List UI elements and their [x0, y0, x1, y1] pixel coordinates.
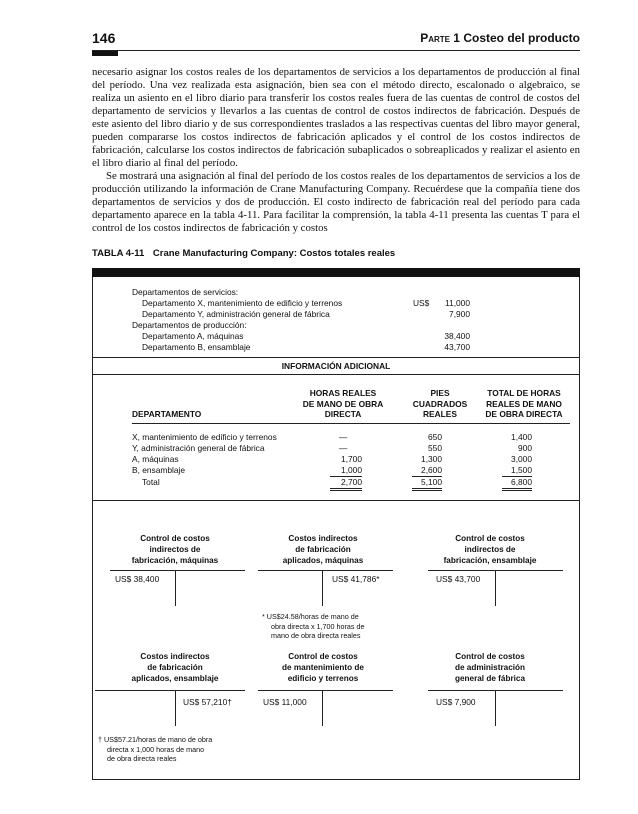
info-row-dept: A, máquinas: [132, 454, 179, 464]
t-account-stem: [175, 570, 176, 606]
t-account-title: Control de costos indirectos de fabricación, máquinas: [131, 534, 219, 565]
info-row-hours: —: [338, 432, 348, 442]
t-account-credit: US$ 57,210†: [183, 697, 232, 707]
t-account-top: [258, 690, 393, 691]
t-account-top: [95, 690, 245, 691]
total-sqft: 5,100: [412, 477, 442, 491]
cost-row-value: 7,900: [449, 309, 470, 319]
t-account-stem: [495, 690, 496, 726]
info-row-total: 1,500: [502, 465, 532, 477]
chapter-title: Costeo del producto: [463, 31, 580, 45]
header-rule-tab: [92, 51, 118, 56]
page-number: 146: [92, 30, 116, 46]
body-text: [92, 66, 580, 235]
info-row-dept: B, ensamblaje: [132, 465, 186, 475]
col-header-sqft: PIES CUADRADOS REALES: [412, 388, 468, 419]
info-row-sqft: 1,300: [421, 454, 442, 464]
info-heading: INFORMACIÓN ADICIONAL: [281, 361, 391, 371]
running-header: [420, 31, 580, 45]
t-account-stem: [322, 690, 323, 726]
header-underline: [132, 423, 570, 424]
info-row-sqft: 550: [428, 443, 442, 453]
table-title: [92, 248, 395, 259]
currency-label: US$: [413, 298, 430, 308]
table-top-band: [92, 268, 580, 277]
cost-row-label: Departamento X, mantenimiento de edificio y terrenos: [142, 298, 343, 308]
t-account-debit: US$ 11,000: [263, 697, 307, 707]
cost-row-label: Departamento B, ensamblaje: [142, 342, 251, 352]
paragraph-1: necesario asignar los costos reales de los departamentos de servicios a los departamentos de producción al final del período. Una vez realizada esta asignación, bien sea con el método directo, escalonado o algebraico, se realiza un asiento en el libro diario para transferir los costos reales fuera de las cuentas de control de costos del departamento de servicios y llevarlos a las cuentas de control de costos indirectos de fabricación. Después de este asiento del libro diario y de sus correspondientes traslados a las respectivas cuentas del libro mayor general, pueden compararse los costos indirectos de fabricación aplicados y el control de los costos indirectos de fabricación, calcularse los costos indirectos de fabricación subaplicados o sobreaplicados y realizar el asiento en el libro diario al final del período.: [92, 66, 580, 169]
cost-row-value: 38,400: [444, 331, 470, 341]
cost-row-value: 43,700: [444, 342, 470, 352]
total-hours-all: 6,800: [502, 477, 532, 491]
info-row-total: 900: [518, 443, 532, 453]
info-row-sqft: 2,600: [412, 465, 442, 477]
t-account-title: Control de costos de mantenimiento de edificio y terrenos: [282, 652, 364, 683]
footnote-dagger: † US$57.21/horas de mano de obra directa x 1,000 horas de mano de obra directa reales: [98, 735, 213, 763]
col-header-total: TOTAL DE HORAS REALES DE MANO DE OBRA DIRECTA: [485, 388, 563, 419]
footnote-star: * US$24.58/horas de mano de obra directa x 1,700 horas de mano de obra directa reales: [262, 612, 365, 640]
section-rule: [92, 357, 580, 358]
t-account-debit: US$ 7,900: [436, 697, 476, 707]
cost-row-value: 11,000: [445, 298, 470, 308]
info-row-dept: Y, administración general de fábrica: [132, 443, 265, 453]
header-rule: [92, 50, 580, 51]
part-label: Parte 1: [420, 31, 460, 45]
t-account-stem: [322, 570, 323, 606]
col-header-department: DEPARTAMENTO: [132, 409, 202, 419]
t-account-title: Costos indirectos de fabricación aplicados, ensamblaje: [131, 652, 219, 683]
t-account-stem: [175, 690, 176, 726]
service-heading: Departamentos de servicios:: [132, 287, 239, 297]
t-account-top: [258, 570, 393, 571]
paragraph-2: Se mostrará una asignación al final del período de los costos reales de los departamentos de servicios a los de producción utilizando la información de Crane Manufacturing Company. Recuérdese que la compañía tiene dos departamentos de servicios y dos de producción. El costo indirecto de fabricación real del período para cada departamento aparece en la tabla 4-11. Para facilitar la comprensión, la tabla 4-11 presenta las cuentas T para el control de los costos indirectos de fabricación y costos: [92, 170, 580, 234]
t-account-debit: US$ 43,700: [436, 574, 481, 584]
info-row-hours: 1,700: [341, 454, 362, 464]
info-row-total: 3,000: [511, 454, 532, 464]
info-row-sqft: 650: [428, 432, 442, 442]
table-caption: Crane Manufacturing Company: Costos totales reales: [152, 248, 396, 259]
info-row-total-label: Total: [142, 477, 160, 487]
info-row-total: 1,400: [511, 432, 532, 442]
section-rule: [92, 500, 580, 501]
t-account-credit: US$ 41,786*: [332, 574, 380, 584]
t-account-title: Control de costos de administración general de fábrica: [454, 652, 526, 683]
production-heading: Departamentos de producción:: [132, 320, 247, 330]
info-row-hours: —: [338, 443, 348, 453]
t-account-debit: US$ 38,400: [115, 574, 160, 584]
total-hours: 2,700: [330, 477, 362, 491]
info-row-hours: 1,000: [330, 465, 362, 477]
t-account-title: Control de costos indirectos de fabricación, ensamblaje: [443, 534, 537, 565]
t-account-top: [110, 570, 245, 571]
section-rule: [92, 374, 580, 375]
cost-row-label: Departamento A, máquinas: [142, 331, 244, 341]
info-row-dept: X, mantenimiento de edificio y terrenos: [132, 432, 277, 442]
t-account-title: Costos indirectos de fabricación aplicados, máquinas: [282, 534, 364, 565]
col-header-hours: HORAS REALES DE MANO DE OBRA DIRECTA: [302, 388, 384, 419]
cost-row-label: Departamento Y, administración general de fábrica: [142, 309, 330, 319]
t-account-stem: [495, 570, 496, 606]
table-label: TABLA 4-11: [92, 248, 145, 259]
